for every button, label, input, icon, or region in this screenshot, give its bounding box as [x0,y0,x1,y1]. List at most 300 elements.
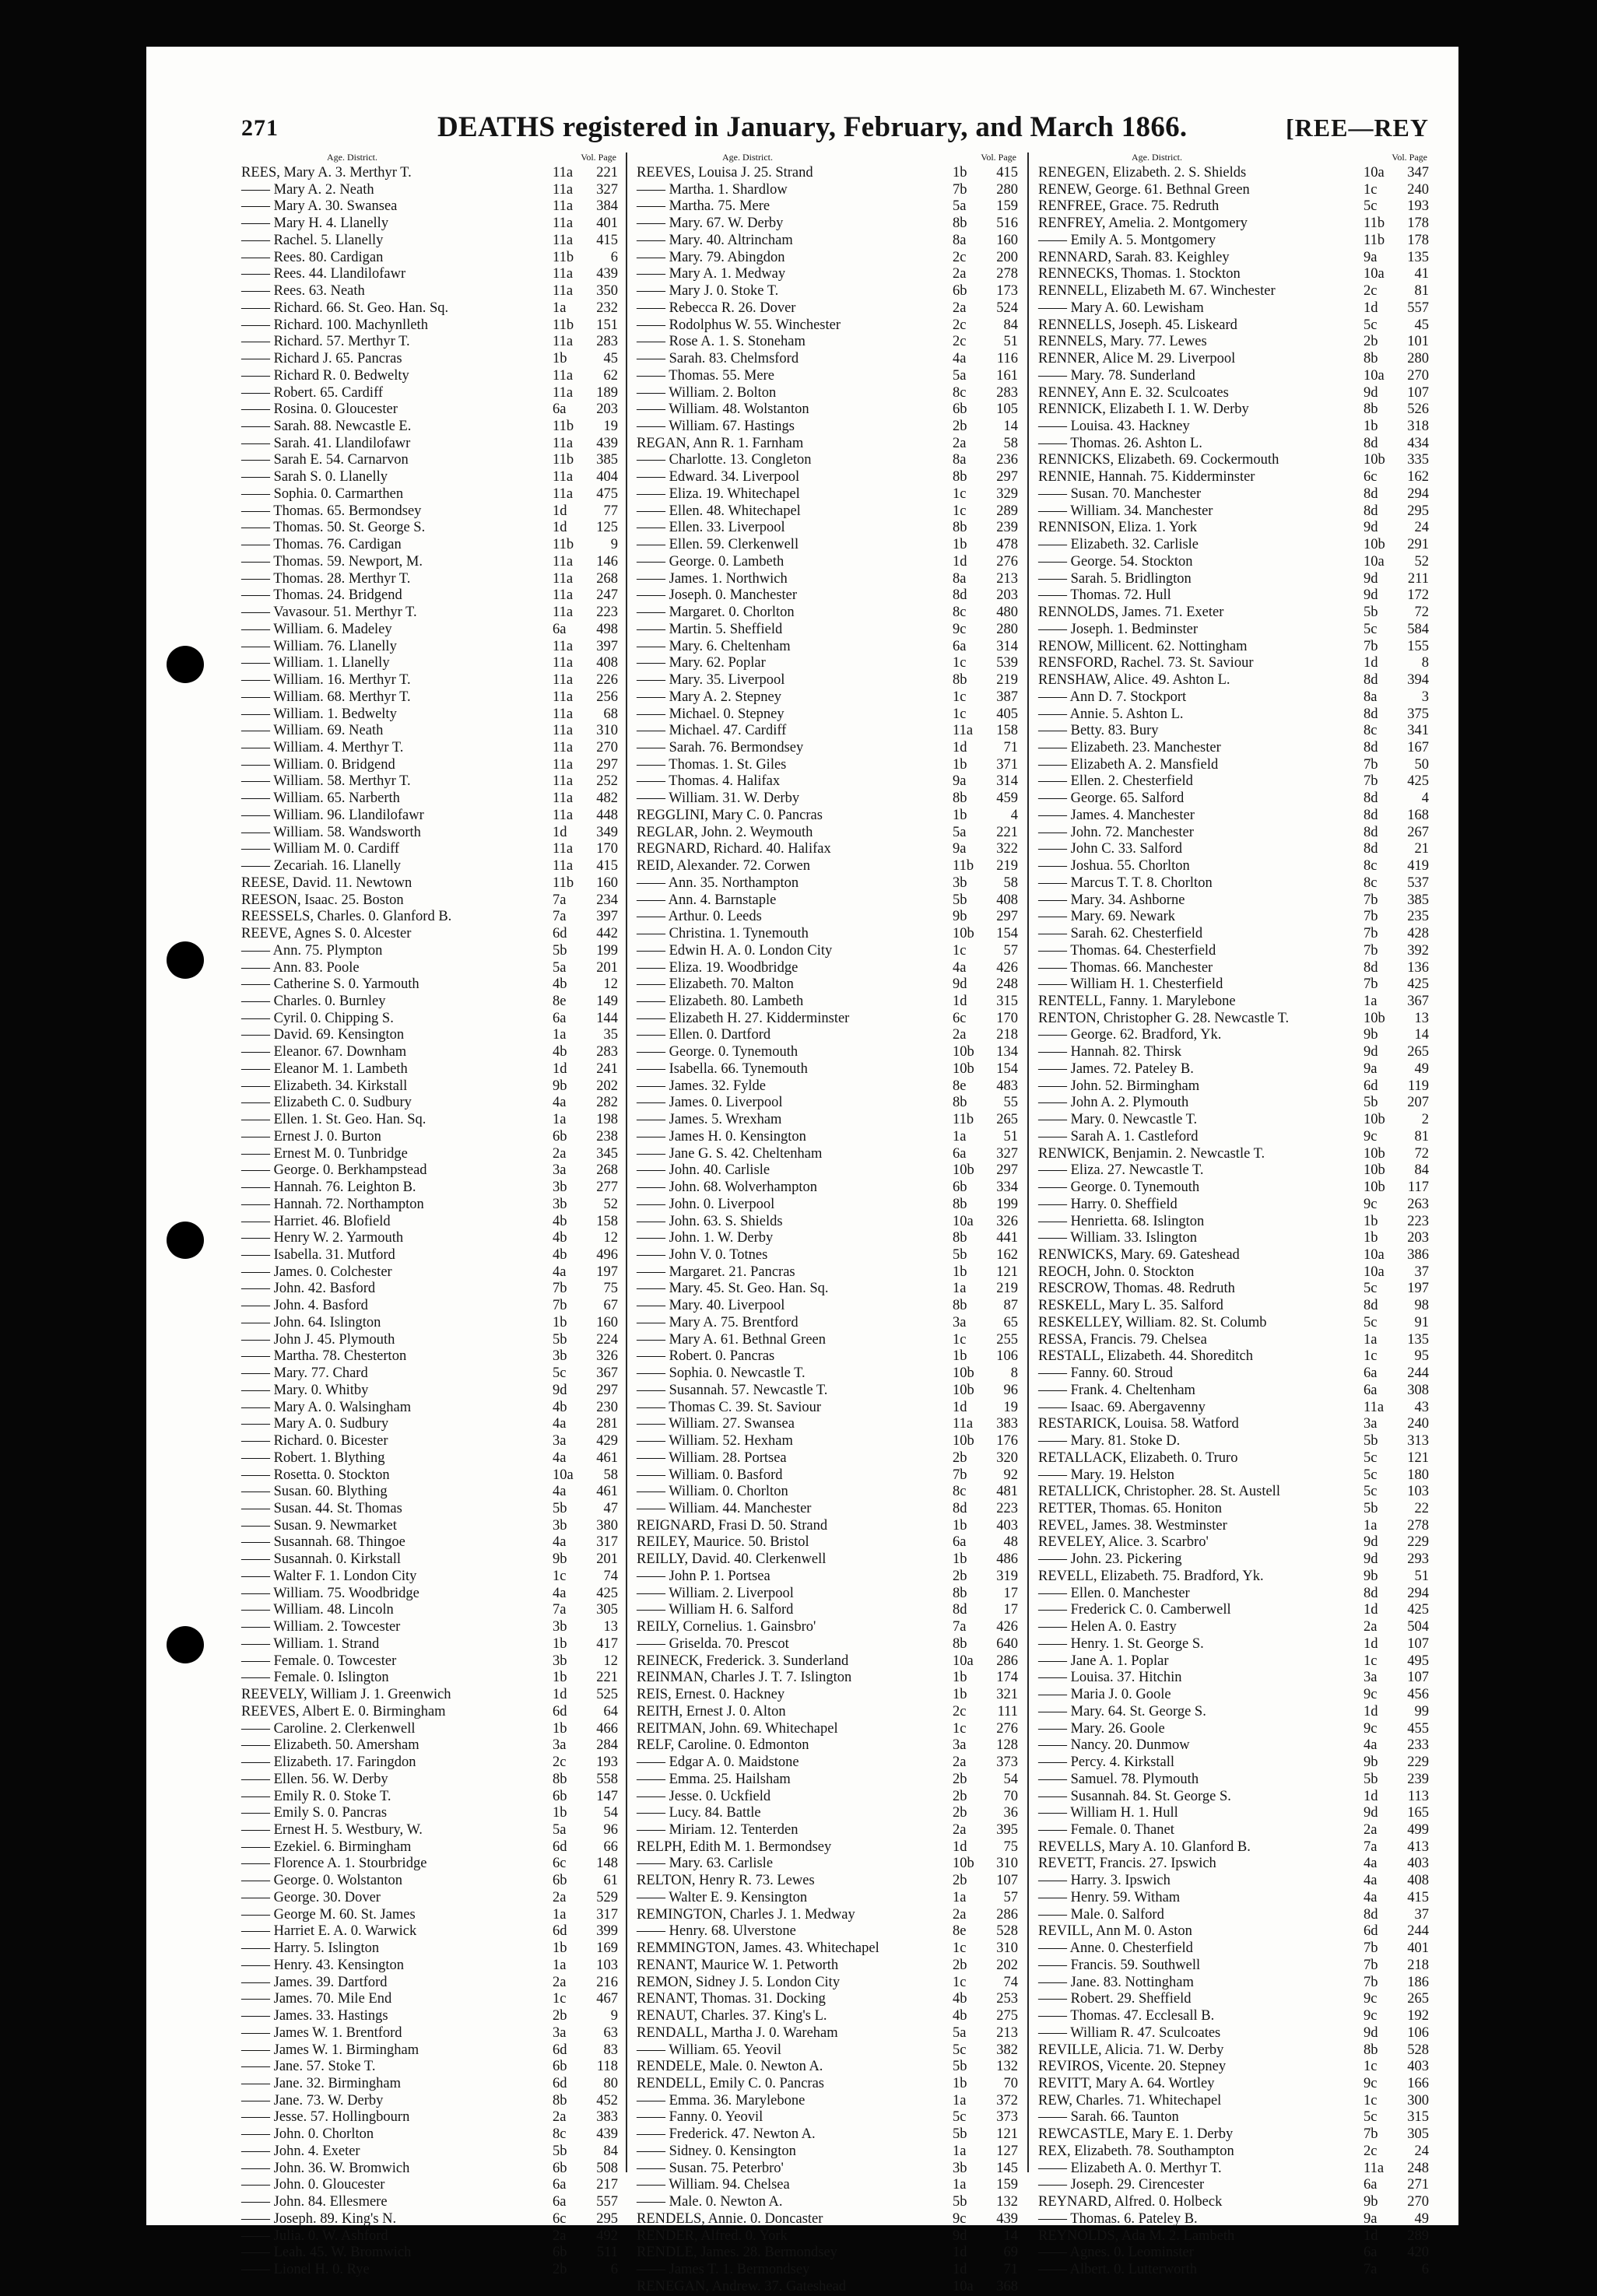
entry-page: 200 [996,249,1018,265]
entry-text: RENNEY, Ann E. 32. Sculcoates [1038,384,1229,401]
register-entry [241,1873,618,1890]
entry-page: 461 [596,1484,618,1500]
entry-volume: 1c [1364,1348,1378,1365]
entry-text: —— William. 28. Portsea [637,1449,787,1466]
entry-volume: 6d [553,1923,567,1940]
entry-text: —— James. 32. Fylde [637,1078,766,1094]
register-entry [1038,639,1429,656]
entry-page: 504 [1407,1619,1429,1635]
register-entry [1038,2228,1429,2245]
entry-text: —— Ann. 4. Barnstaple [637,892,777,908]
entry-page: 492 [596,2228,618,2244]
register-entry [241,401,618,419]
entry-text: —— Susan. 70. Manchester [1038,485,1202,502]
column-divider [626,152,627,2172]
entry-text: —— Susannah. 0. Kirkstall [241,1551,402,1568]
entry-volume: 1c [1364,2059,1378,2075]
register-entry [1038,300,1429,317]
register-entry [241,368,618,385]
register-entry [241,266,618,283]
register-entry [637,1027,1018,1044]
entry-page: 235 [1407,909,1429,925]
entry-text: REILEY, Maurice. 50. Bristol [637,1534,809,1551]
entry-page: 64 [603,1703,618,1719]
entry-page: 117 [1407,1180,1429,1196]
entry-text: —— Mary A. 1. Medway [637,266,786,282]
register-entry [1038,1789,1429,1806]
entry-volume: 10a [953,2278,974,2294]
entry-text: —— James. 72. Pateley B. [1038,1060,1194,1077]
register-entry [241,1670,618,1687]
entry-volume: 11b [553,249,574,265]
register-entry [637,605,1018,622]
entry-volume: 7b [553,1281,567,1297]
register-entry [1038,1721,1429,1738]
entry-volume: 11a [553,553,574,570]
entry-page: 557 [1407,300,1429,316]
entry-page: 9 [610,2008,618,2024]
register-entry [637,250,1018,267]
entry-volume: 8c [553,2126,567,2143]
entry-text: —— Henry. 68. Ulverstone [637,1923,796,1940]
entry-page: 81 [1414,283,1429,300]
register-entry [637,165,1018,182]
entry-page: 265 [1407,1991,1429,2007]
entry-text: RETTER, Thomas. 65. Honiton [1038,1501,1223,1517]
register-entry [1038,960,1429,977]
entry-text: —— Rose A. 1. S. Stoneham [637,334,806,350]
entry-volume: 4b [553,1213,567,1229]
entry-text: —— Eliza. 27. Newcastle T. [1038,1162,1204,1179]
register-entry [637,1078,1018,1095]
entry-text: —— Mary. 0. Whitby [241,1382,369,1398]
entry-page: 417 [596,1635,618,1652]
entry-volume: 8d [1364,1585,1378,1601]
entry-volume: 11b [553,317,574,333]
register-entry [1038,469,1429,486]
entry-volume: 8b [953,469,967,485]
register-entry [241,216,618,233]
entry-page: 54 [1003,1771,1018,1787]
entry-text: —— Mary. 19. Helston [1038,1467,1175,1483]
entry-volume: 1d [953,553,967,570]
entry-text: —— Miriam. 12. Tenterden [637,1821,798,1838]
register-entry [241,1975,618,1992]
entry-text: REGAN, Ann R. 1. Farnham [637,435,804,451]
register-entry [241,2144,618,2161]
entry-volume: 2a [953,1906,967,1923]
entry-text: —— George. 30. Dover [241,1889,381,1905]
entry-page: 81 [1414,1128,1429,1144]
entry-text: —— John. 36. W. Bromwich [241,2160,410,2176]
entry-page: 154 [996,1060,1018,1077]
register-entry [241,1484,618,1501]
entry-text: —— Edwin H. A. 0. London City [637,942,833,959]
entry-page: 201 [596,1551,618,1568]
entry-text: —— Martha. 78. Chesterton [241,1348,407,1365]
entry-page: 425 [1407,976,1429,993]
entry-volume: 8d [1364,807,1378,823]
register-entry [1038,2177,1429,2194]
entry-volume: 2a [953,1027,967,1043]
register-entry [637,976,1018,994]
entry-volume: 4b [553,1399,567,1415]
entry-text: RENSHAW, Alice. 49. Ashton L. [1038,672,1230,689]
entry-volume: 1b [953,1670,967,1686]
entry-volume: 1b [553,1805,567,1821]
entry-volume: 6c [553,2210,567,2227]
entry-page: 103 [1407,1484,1429,1500]
entry-page: 455 [1407,1720,1429,1737]
register-entry [637,2177,1018,2194]
register-entry [637,571,1018,588]
entry-text: —— Ellen. 59. Clerkenwell [637,537,799,553]
entry-text: —— John C. 33. Salford [1038,841,1182,857]
entry-page: 223 [596,605,618,621]
entry-volume: 10a [1364,165,1385,181]
entry-volume: 9d [1364,587,1378,604]
entry-text: —— Sarah A. 1. Castleford [1038,1128,1199,1144]
register-entry [1038,740,1429,757]
register-entry [1038,858,1429,875]
entry-text: REYNARD, Alfred. 0. Holbeck [1038,2194,1223,2210]
entry-volume: 6d [1364,1078,1378,1094]
entry-page: 310 [996,1940,1018,1957]
entry-page: 58 [1003,435,1018,451]
entry-volume: 4a [553,1264,567,1280]
register-entry [241,486,618,503]
entry-volume: 9d [1364,570,1378,587]
entry-text: —— George. 62. Bradford, Yk. [1038,1027,1222,1043]
register-entry [241,1586,618,1603]
entry-page: 69 [1003,2245,1018,2261]
entry-text: REX, Elizabeth. 78. Southampton [1038,2143,1234,2159]
entry-page: 161 [996,367,1018,384]
entry-text: REVELLS, Mary A. 10. Glanford B. [1038,1839,1251,1855]
register-entry [1038,926,1429,943]
entry-page: 107 [996,1873,1018,1889]
entry-page: 255 [996,1331,1018,1348]
register-entry [637,706,1018,724]
register-entry [1038,419,1429,436]
entry-volume: 1a [953,2177,967,2193]
entry-volume: 1c [953,689,967,705]
entry-volume: 6a [553,401,567,418]
entry-text: —— Richard. 100. Machynlleth [241,317,428,333]
register-entry [241,1027,618,1044]
register-entry [637,1129,1018,1146]
entry-volume: 5b [553,1331,567,1348]
register-entry [637,1737,1018,1754]
entry-text: —— Female. 0. Islington [241,1670,389,1686]
register-entry [241,1551,618,1569]
entry-text: —— William. 69. Neath [241,723,384,739]
entry-text: —— Betty. 83. Bury [1038,723,1159,739]
entry-volume: 1d [1364,1635,1378,1652]
entry-volume: 6d [553,2075,567,2091]
entry-page: 87 [1003,1298,1018,1314]
entry-page: 247 [596,587,618,604]
entry-volume: 8d [1364,841,1378,857]
entry-text: —— Susannah. 57. Newcastle T. [637,1382,828,1398]
register-entry [1038,2161,1429,2178]
entry-page: 382 [996,2042,1018,2058]
entry-page: 84 [1414,1162,1429,1179]
entry-text: —— John. 63. S. Shields [637,1213,783,1229]
entry-text: —— William. 1. Bedwelty [241,706,397,722]
entry-text: —— Walter E. 9. Kensington [637,1889,808,1905]
register-entry [1038,2059,1429,2076]
register-entry [637,723,1018,740]
entry-text: RENNER, Alice M. 29. Liverpool [1038,351,1236,367]
entry-volume: 5c [1364,1484,1378,1500]
entry-text: REMMINGTON, James. 43. Whitechapel [637,1940,879,1957]
entry-page: 327 [996,1145,1018,1162]
register-entry [1038,1586,1429,1603]
register-entry [241,2194,618,2211]
entry-volume: 10a [1364,266,1385,282]
entry-text: REESE, David. 11. Newtown [241,875,412,891]
register-entry [241,1281,618,1298]
entry-text: RENDALL, Martha J. 0. Wareham [637,2024,838,2041]
register-entry [241,1602,618,1619]
entry-text: —— William R. 47. Sculcoates [1038,2024,1221,2041]
entry-volume: 2a [953,1821,967,1838]
age-district-heading: Age. District. [722,152,773,163]
entry-page: 8 [1010,1365,1018,1382]
entry-page: 19 [603,419,618,435]
entry-volume: 2b [953,1873,967,1889]
entry-volume: 6d [553,2042,567,2058]
column-header [637,149,1018,165]
entry-page: 219 [996,858,1018,875]
entry-text: —— Mary. 62. Poplar [637,655,766,671]
entry-volume: 11a [553,790,574,807]
entry-page: 439 [596,2126,618,2143]
register-entry [637,892,1018,910]
entry-volume: 10b [1364,537,1385,553]
register-entry [1038,1027,1429,1044]
entry-volume: 1d [953,2262,967,2278]
entry-volume: 1d [1364,2228,1378,2244]
entry-text: REILY, Cornelius. 1. Gainsbro' [637,1619,816,1635]
entry-text: —— Julia. 0. W. Ashford [241,2228,388,2244]
entry-page: 14 [1003,2228,1018,2244]
entry-text: RENOW, Millicent. 62. Nottingham [1038,638,1248,654]
register-entry [1038,233,1429,250]
entry-page: 314 [996,773,1018,790]
entry-page: 428 [1407,926,1429,942]
register-entry [1038,2126,1429,2144]
entry-page: 466 [596,1720,618,1737]
register-entry [1038,2262,1429,2279]
entry-text: RENNELLS, Joseph. 45. Liskeard [1038,317,1237,333]
entry-volume: 8c [953,1484,967,1500]
register-entry [637,537,1018,554]
entry-text: —— Mary. 78. Sunderland [1038,367,1195,384]
entry-text: REW, Charles. 71. Whitechapel [1038,2092,1222,2108]
entry-volume: 1c [953,1331,967,1348]
entry-volume: 8c [1364,875,1378,891]
register-entry [241,1619,618,1636]
register-entry [241,1146,618,1163]
entry-page: 297 [596,756,618,773]
entry-page: 75 [1003,1839,1018,1855]
register-entry [241,1365,618,1383]
entry-page: 145 [996,2160,1018,2176]
register-entry [241,2076,618,2093]
entry-volume: 8d [1364,672,1378,689]
entry-page: 176 [996,1433,1018,1449]
entry-text: RENTELL, Fanny. 1. Marylebone [1038,993,1236,1009]
entry-text: REILLY, David. 40. Clerkenwell [637,1551,827,1568]
entry-page: 452 [596,2092,618,2108]
entry-page: 221 [596,1670,618,1686]
entry-text: RENFREY, Amelia. 2. Montgomery [1038,216,1248,232]
register-entry [1038,672,1429,689]
register-entry [241,926,618,943]
entry-volume: 5a [953,824,967,840]
entry-page: 271 [1407,2177,1429,2193]
entry-volume: 8d [953,587,967,604]
entry-page: 106 [1407,2024,1429,2041]
entry-text: —— William. 94. Chelsea [637,2177,790,2193]
entry-page: 45 [603,351,618,367]
entry-page: 221 [596,165,618,181]
register-entry [637,1061,1018,1078]
register-entry [1038,1991,1429,2008]
register-entry [637,639,1018,656]
entry-volume: 6a [1364,1382,1378,1398]
entry-page: 367 [596,1365,618,1382]
entry-page: 193 [596,1754,618,1771]
entry-page: 136 [1407,959,1429,976]
entry-text: —— Sidney. 0. Kensington [637,2143,796,2159]
entry-page: 35 [603,1027,618,1043]
entry-volume: 11a [953,1416,974,1432]
entry-volume: 1b [1364,1230,1378,1246]
entry-page: 439 [596,435,618,451]
entry-page: 58 [603,1467,618,1483]
entry-text: RENDELL, Emily C. 0. Pancras [637,2075,824,2091]
register-entry [637,1619,1018,1636]
entry-volume: 2b [953,1788,967,1804]
entry-volume: 11a [553,858,574,875]
entry-volume: 9d [1364,1534,1378,1551]
entry-text: RENDELE, Male. 0. Newton A. [637,2059,823,2075]
register-entry [1038,1940,1429,1958]
register-entry [637,1839,1018,1856]
entry-volume: 7b [1364,1957,1378,1973]
entry-text: RENNOLDS, James. 71. Exeter [1038,605,1224,621]
entry-page: 305 [1407,2126,1429,2143]
register-entry [637,909,1018,926]
entry-page: 495 [1407,1653,1429,1669]
entry-volume: 6a [1364,1365,1378,1382]
entry-volume: 1b [553,1314,567,1330]
entry-volume: 10b [953,1044,974,1060]
register-entry [637,2008,1018,2025]
entry-volume: 1d [1364,1788,1378,1804]
entry-volume: 7b [953,1467,967,1483]
register-entry [241,2262,618,2279]
entry-volume: 2c [953,249,967,265]
entry-volume: 5b [1364,1501,1378,1517]
entry-text: —— William. 2. Bolton [637,384,777,401]
register-entry [637,419,1018,436]
entry-page: 401 [596,216,618,232]
entry-volume: 10b [1364,1010,1385,1026]
entry-page: 403 [996,1517,1018,1534]
column-header [241,149,618,165]
entry-page: 456 [1407,1687,1429,1703]
entry-text: —— Mary A. 30. Swansea [241,198,398,215]
entry-text: —— John. 0. Liverpool [637,1196,775,1212]
register-entry [637,1754,1018,1772]
entry-text: —— Ernest J. 0. Burton [241,1128,381,1144]
entry-volume: 2b [953,1449,967,1466]
entry-page: 516 [996,216,1018,232]
entry-volume: 8d [1364,706,1378,722]
entry-page: 107 [1407,1670,1429,1686]
register-entry [637,926,1018,943]
entry-volume: 2a [1364,1821,1378,1838]
register-entry [1038,198,1429,216]
entry-text: —— Jane. 83. Nottingham [1038,1974,1194,1990]
entry-list [241,165,618,2279]
register-entry [241,672,618,689]
entry-text: RENWICKS, Mary. 69. Gateshead [1038,1247,1240,1263]
entry-text: REVEL, James. 38. Westminster [1038,1517,1227,1534]
entry-volume: 10b [1364,1180,1385,1196]
entry-page: 270 [1407,2194,1429,2210]
page-number: 271 [241,115,279,141]
entry-volume: 10b [953,1060,974,1077]
entry-page: 22 [1414,1501,1429,1517]
register-entry [241,1687,618,1704]
entry-text: —— Eliza. 19. Woodbridge [637,959,798,976]
entry-volume: 6b [553,2059,567,2075]
entry-volume: 6c [1364,469,1378,485]
register-entry [241,1247,618,1264]
entry-text: —— Mary A. 60. Lewisham [1038,300,1204,316]
register-entry [241,1433,618,1450]
register-entry [1038,1636,1429,1653]
entry-page: 43 [1414,1399,1429,1415]
entry-page: 384 [596,198,618,215]
entry-volume: 3a [553,1737,567,1754]
entry-text: —— Mary. 67. W. Derby [637,216,784,232]
entry-page: 297 [996,909,1018,925]
entry-page: 151 [596,317,618,333]
entry-text: —— Emily A. 5. Montgomery [1038,232,1216,248]
register-entry [1038,2093,1429,2110]
entry-text: —— John. 0. Chorlton [241,2126,374,2143]
entry-page: 223 [996,1501,1018,1517]
entry-page: 415 [996,165,1018,181]
entry-page: 442 [596,926,618,942]
entry-page: 408 [996,892,1018,908]
register-entry [1038,1180,1429,1197]
entry-page: 98 [1414,1298,1429,1314]
register-entry [637,1433,1018,1450]
entry-volume: 6c [553,1856,567,1872]
entry-text: —— Samuel. 78. Plymouth [1038,1771,1199,1787]
entry-volume: 5c [1364,317,1378,333]
entry-text: —— William. 16. Merthyr T. [241,672,411,689]
entry-text: —— John. 52. Birmingham [1038,1078,1200,1094]
entry-page: 277 [596,1180,618,1196]
